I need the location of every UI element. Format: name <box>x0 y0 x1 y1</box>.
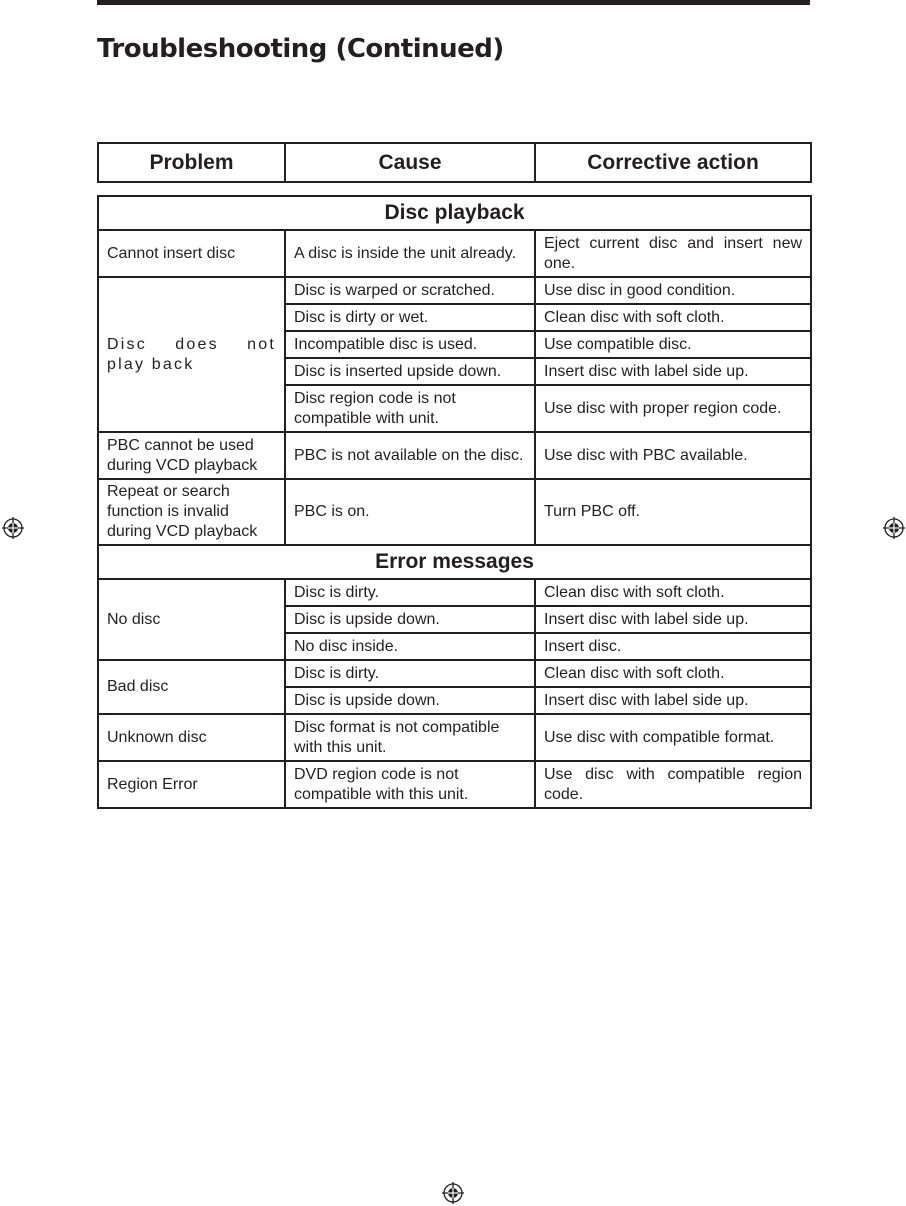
section-title: Error messages <box>98 545 811 579</box>
action-cell: Use disc with compatible region code. <box>535 761 811 808</box>
action-cell: Use disc with compatible format. <box>535 714 811 761</box>
top-rule <box>97 0 810 5</box>
action-cell: Insert disc with label side up. <box>535 358 811 385</box>
cause-cell: Disc is dirty or wet. <box>285 304 535 331</box>
problem-cell: PBC cannot be used during VCD playback <box>98 432 285 479</box>
cause-cell: Disc is upside down. <box>285 687 535 714</box>
header-problem: Problem <box>98 143 285 182</box>
cause-cell: Disc is inserted upside down. <box>285 358 535 385</box>
action-cell: Turn PBC off. <box>535 479 811 545</box>
action-cell: Insert disc. <box>535 633 811 660</box>
table-row <box>98 230 811 277</box>
cause-cell: Disc region code is not compatible with unit. <box>285 385 535 432</box>
action-cell: Insert disc with label side up. <box>535 687 811 714</box>
section-row <box>98 545 811 579</box>
cause-cell: Disc format is not compatible with this unit. <box>285 714 535 761</box>
problem-cell: Cannot insert disc <box>98 230 285 277</box>
registration-mark-icon <box>442 1182 464 1204</box>
table-row <box>98 660 811 687</box>
problem-cell: No disc <box>98 579 285 660</box>
cause-cell: No disc inside. <box>285 633 535 660</box>
problem-cell: Repeat or search function is invalid during VCD playback <box>98 479 285 545</box>
action-cell: Eject current disc and insert new one. <box>535 230 811 277</box>
cause-cell: Disc is dirty. <box>285 579 535 606</box>
problem-cell: Unknown disc <box>98 714 285 761</box>
cause-cell: Disc is warped or scratched. <box>285 277 535 304</box>
problem-cell: Region Error <box>98 761 285 808</box>
cause-cell: A disc is inside the unit already. <box>285 230 535 277</box>
action-cell: Clean disc with soft cloth. <box>535 579 811 606</box>
cause-cell: PBC is not available on the disc. <box>285 432 535 479</box>
header-cause: Cause <box>285 143 535 182</box>
section-row <box>98 196 811 230</box>
action-cell: Use disc with PBC available. <box>535 432 811 479</box>
table-row <box>98 479 811 545</box>
registration-mark-icon <box>2 517 24 539</box>
cause-cell: Disc is dirty. <box>285 660 535 687</box>
action-cell: Use compatible disc. <box>535 331 811 358</box>
action-cell: Clean disc with soft cloth. <box>535 660 811 687</box>
action-cell: Use disc in good condition. <box>535 277 811 304</box>
cause-cell: Incompatible disc is used. <box>285 331 535 358</box>
cause-cell: DVD region code is not compatible with this unit. <box>285 761 535 808</box>
registration-mark-icon <box>883 517 905 539</box>
table-row <box>98 432 811 479</box>
action-cell: Use disc with proper region code. <box>535 385 811 432</box>
table-header <box>97 142 812 183</box>
table-row <box>98 579 811 606</box>
table-row <box>98 714 811 761</box>
page-title: Troubleshooting (Continued) <box>97 34 504 64</box>
cause-cell: Disc is upside down. <box>285 606 535 633</box>
table-row <box>98 761 811 808</box>
problem-cell: Bad disc <box>98 660 285 714</box>
header-corrective-action: Corrective action <box>535 143 811 182</box>
action-cell: Insert disc with label side up. <box>535 606 811 633</box>
troubleshooting-table <box>97 195 812 809</box>
action-cell: Clean disc with soft cloth. <box>535 304 811 331</box>
cause-cell: PBC is on. <box>285 479 535 545</box>
problem-cell: Disc does not play back <box>98 277 285 432</box>
section-title: Disc playback <box>98 196 811 230</box>
table-row <box>98 277 811 304</box>
